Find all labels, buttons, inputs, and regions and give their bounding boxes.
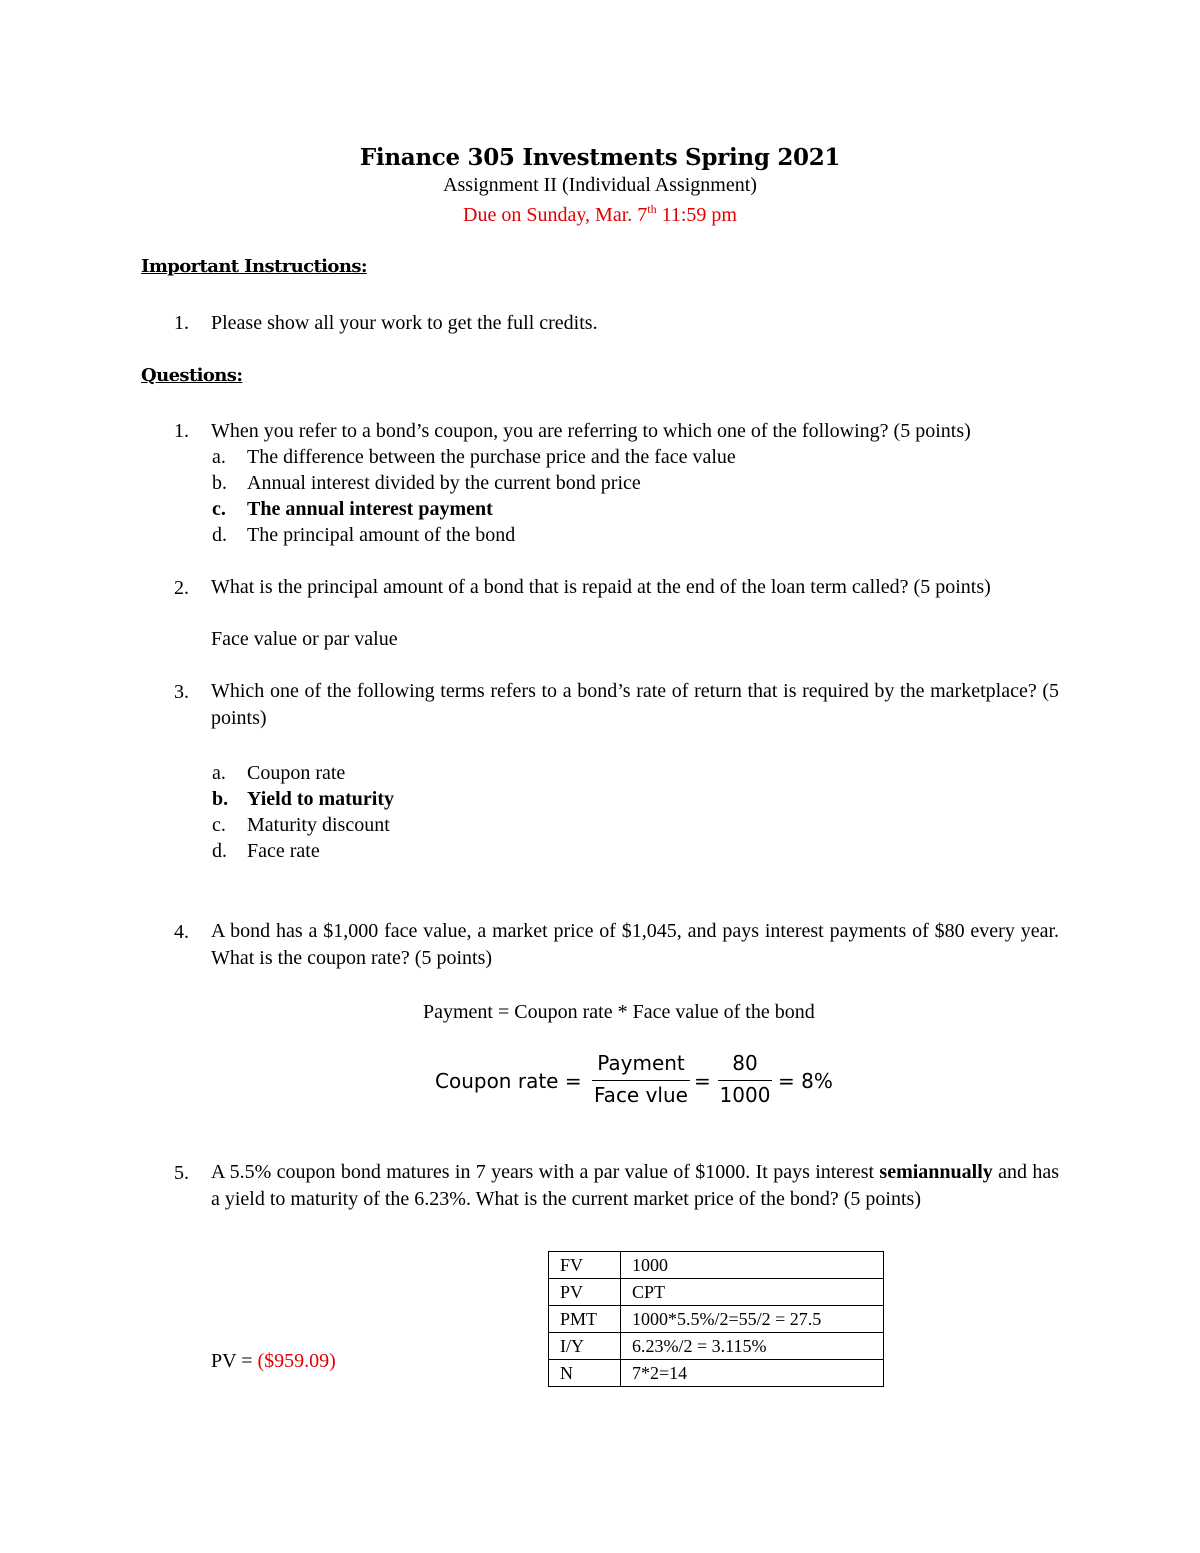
table-row <box>549 1333 884 1360</box>
q2-answer: Face value or par value <box>211 628 398 650</box>
q1-option-c-answer: The annual interest payment <box>247 498 493 520</box>
document-title: Finance 305 Investments Spring 2021 <box>359 144 841 171</box>
instructions-heading: Important Instructions: <box>141 256 367 277</box>
q4-text: A bond has a $1,000 face value, a market price of $1,045, and pays interest payments of $80 every year. What is the coupon rate? (5 points) <box>211 920 1059 969</box>
q3-option-c: Maturity discount <box>247 814 390 836</box>
q1-option-c-label: c. <box>212 498 226 520</box>
eq-denominator-face-value: Face vlue <box>594 1083 688 1107</box>
tvm-key: PMT <box>549 1306 621 1333</box>
due-date <box>0 202 1200 227</box>
instruction-number: 1. <box>174 312 189 334</box>
q3-option-b-label: b. <box>212 788 229 810</box>
q1-option-d: The principal amount of the bond <box>247 524 516 546</box>
tvm-value: 6.23%/2 = 3.115% <box>621 1333 884 1360</box>
q5-pv-answer <box>211 1350 336 1373</box>
q4-number: 4. <box>174 921 189 943</box>
eq-fraction-bar-2 <box>718 1080 772 1081</box>
q2-text: What is the principal amount of a bond that is repaid at the end of the loan term called? (5 points) <box>211 576 991 598</box>
q2-number: 2. <box>174 577 189 599</box>
q5-text <box>211 1159 1059 1213</box>
due-date-sup: th <box>647 202 657 216</box>
due-date-suffix: 11:59 pm <box>656 204 737 226</box>
due-date-prefix: Due on Sunday, Mar. 7 <box>463 204 648 226</box>
q1-option-b-label: b. <box>212 472 227 494</box>
table-row <box>549 1306 884 1333</box>
q1-option-d-label: d. <box>212 524 227 546</box>
tvm-value: 1000*5.5%/2=55/2 = 27.5 <box>621 1306 884 1333</box>
q1-number: 1. <box>174 420 189 442</box>
document-subtitle: Assignment II (Individual Assignment) <box>443 174 757 196</box>
eq-numerator-payment: Payment <box>597 1051 685 1075</box>
q3-option-d-label: d. <box>212 840 227 862</box>
q1-option-b: Annual interest divided by the current bond price <box>247 472 641 494</box>
table-row <box>549 1279 884 1306</box>
q3-option-a: Coupon rate <box>247 762 346 784</box>
pv-value: ($959.09) <box>257 1350 336 1372</box>
q1-option-a: The difference between the purchase price and the face value <box>247 446 736 468</box>
q3-number: 3. <box>174 681 189 703</box>
table-row <box>549 1252 884 1279</box>
eq-numerator-80: 80 <box>732 1051 758 1075</box>
q3-option-a-label: a. <box>212 762 226 784</box>
questions-heading: Questions: <box>141 365 243 386</box>
tvm-value: 1000 <box>621 1252 884 1279</box>
q1-option-a-label: a. <box>212 446 226 468</box>
q5-text-before: A 5.5% coupon bond matures in 7 years with a par value of $1000. It pays interest <box>211 1161 880 1183</box>
eq-result: = 8% <box>778 1069 833 1093</box>
q3-option-b-answer: Yield to maturity <box>247 788 395 810</box>
eq-denominator-1000: 1000 <box>719 1083 771 1107</box>
table-row <box>549 1360 884 1387</box>
tvm-key: PV <box>549 1279 621 1306</box>
tvm-value: CPT <box>621 1279 884 1306</box>
instruction-text: Please show all your work to get the full credits. <box>211 312 598 334</box>
tvm-table <box>548 1251 884 1387</box>
tvm-key: N <box>549 1360 621 1387</box>
tvm-value: 7*2=14 <box>621 1360 884 1387</box>
q3-option-c-label: c. <box>212 814 226 836</box>
tvm-key: I/Y <box>549 1333 621 1360</box>
q3-option-d: Face rate <box>247 840 320 862</box>
q3-text: Which one of the following terms refers to a bond’s rate of return that is required by the marketplace? (5 points) <box>211 680 1059 729</box>
q5-text-after: and has a yield to maturity of the 6.23%. What is the current market price of the bond? (5 points) <box>211 1161 1059 1210</box>
eq-fraction-bar-1 <box>592 1080 690 1081</box>
q5-number: 5. <box>174 1162 189 1184</box>
q4-formula: Payment = Coupon rate * Face value of the bond <box>423 1001 815 1023</box>
pv-label: PV = <box>211 1350 258 1372</box>
eq-equals: = <box>694 1069 711 1093</box>
tvm-key: FV <box>549 1252 621 1279</box>
q5-text-bold: semiannually <box>879 1161 993 1183</box>
eq-lhs: Coupon rate = <box>435 1069 582 1093</box>
q1-text: When you refer to a bond’s coupon, you are referring to which one of the following? (5 points) <box>211 420 971 442</box>
